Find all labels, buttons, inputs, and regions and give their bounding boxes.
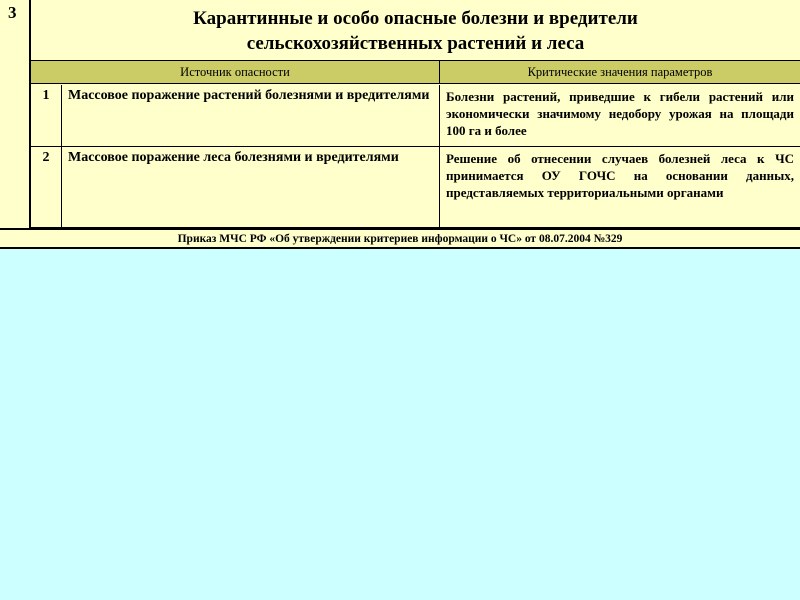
footer-reference: Приказ МЧС РФ «Об утверждении критериев информации о ЧС» от 08.07.2004 №329: [0, 228, 800, 247]
row-number: 2: [31, 147, 62, 228]
row-source: Массовое поражение растений болезнями и вредителями: [62, 85, 440, 147]
row-number: 1: [31, 85, 62, 147]
row-source: Массовое поражение леса болезнями и вредителями: [62, 147, 440, 228]
column-header-source: Источник опасности: [31, 61, 440, 84]
section-title-line2: сельскохозяйственных растений и леса: [246, 33, 585, 54]
section-title: [31, 0, 800, 61]
column-header-critical: Критические значения параметров: [440, 61, 800, 84]
section-number: 3: [0, 0, 31, 228]
row-critical-value: Решение об отнесении случаев болезней леса к ЧС принимается ОУ ГОЧС на основании данных, представляемых территориальными органами: [440, 147, 800, 228]
row-critical-value: Болезни растений, приведшие к гибели растений или экономически значимому недобору урожая на площади 100 га и более: [440, 85, 800, 147]
criteria-table: [0, 0, 800, 249]
section-title-line1: Карантинные и особо опасные болезни и вредители: [193, 8, 638, 29]
